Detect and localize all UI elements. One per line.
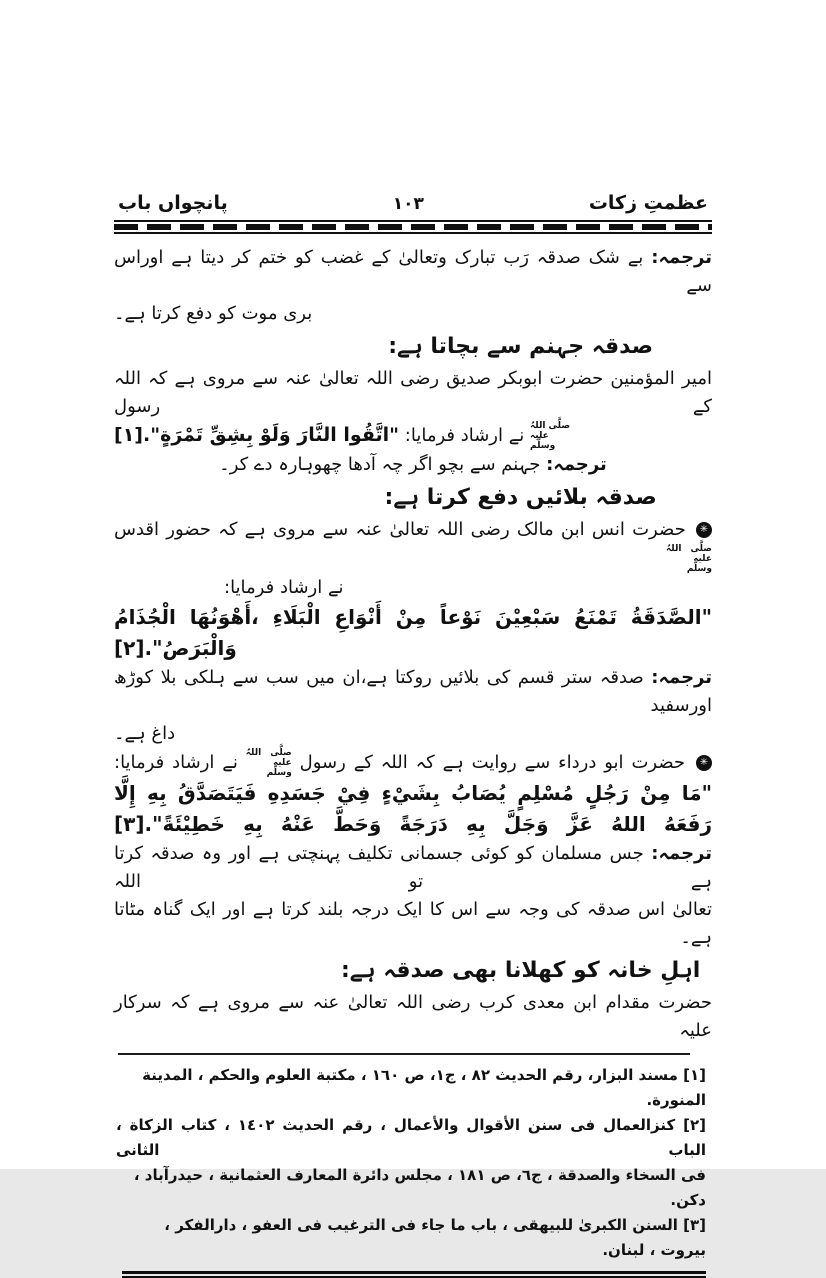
book-title: عظمتِ زکات — [588, 192, 708, 214]
translation-line — [114, 451, 712, 479]
translation-text: بے شک صدقہ رَب تبارک وتعالیٰ کے غضب کو ختم کر دیتا ہے اوراس سے — [114, 247, 712, 296]
translation-line: بری موت کو دفع کرتا ہے۔ — [114, 303, 313, 324]
translation-line — [114, 840, 712, 896]
footnote-line: [٢] كنزالعمال فى سنن الأقوال والأعمال ، رقم الحديث ١٤٠٢ ، كتاب الزكاة ، الباب الثانى — [116, 1116, 706, 1159]
salallahu-alayhi-wasallam-honorific: صلَّی اللہُ علیہ وسلَّم — [530, 421, 571, 451]
section-heading-ahl-khana: اہلِ خانہ کو کھلانا بھی صدقہ ہے: — [340, 958, 701, 983]
section-heading-balaain: صدقہ بلائیں دفع کرتا ہے: — [384, 485, 657, 510]
footnote-line: [٣] السنن الكبرىٰ للبيهقى ، باب ما جاء فى الترغيب فى العفو ، دارالفكر ، بيروت ، لبنان. — [164, 1216, 706, 1259]
bottom-rule — [122, 1271, 706, 1278]
footnote-separator — [118, 1053, 690, 1055]
section-heading-jahannum: صدقہ جہنم سے بچاتا ہے: — [388, 334, 654, 359]
arabic-quote-line: "الصَّدَقَةُ تَمْنَعُ سَبْعِيْنَ نَوْعاً مِنْ أَنْوَاعِ الْبَلَاءِ ،أَهْوَنُهَا الْجُذَامُ — [114, 605, 712, 629]
page-body — [114, 244, 712, 1045]
footnotes — [114, 1061, 712, 1263]
narration-line: امیر المؤمنین حضرت ابوبکر صدیق رضی اللہ تعالیٰ عنہ سے مروی ہے کہ اللہ کے رسول — [114, 368, 712, 417]
said-text: نے ارشاد فرمایا: — [114, 752, 238, 773]
translation-text: جس مسلمان کو کوئی جسمانی تکلیف پہنچتی ہے اور وہ صدقہ کرتا ہے تو اللہ — [114, 843, 712, 892]
translation-text: صدقہ ستر قسم کی بلائیں روکتا ہے،ان میں سب سے ہلکی بلا کوڑھ اورسفید — [114, 667, 712, 716]
salallahu-alayhi-wasallam-honorific: صلَّی اللہُ علیہ وسلَّم — [666, 544, 712, 574]
arabic-quote-line: رَفَعَهُ اللهُ عَزَّ وَجَلَّ بِهِ دَرَجَةً وَحَطَّ عَنْهُ بِهِ خَطِيْئَةً".[٣] — [114, 812, 712, 836]
tarjuma-label: ترجمہ: — [651, 247, 712, 268]
said-line: نے ارشاد فرمایا: — [224, 577, 344, 598]
narration-line — [114, 421, 712, 451]
translation-line: تعالیٰ اس صدقہ کی وجہ سے اس کا ایک درجہ بلند کرتا ہے اور ایک گناہ مٹاتا ہے۔ — [114, 899, 712, 948]
chapter-title: پانچواں باب — [118, 192, 228, 214]
footnote-line: فى السخاء والصدقة ، ج٦، ص ١٨١ ، مجلس دائرة المعارف العثمانية ، حيدرآباد ، دكن. — [133, 1166, 706, 1209]
narration-text: حضرت انس ابن مالک رضی اللہ تعالیٰ عنہ سے مروی ہے کہ حضور اقدس — [114, 519, 686, 540]
narration-line: حضرت مقدام ابن معدی کرب رضی اللہ تعالیٰ عنہ سے مروی ہے کہ سرکار علیہ — [114, 992, 712, 1041]
translation-text: جہنم سے بچو اگر چہ آدھا چھوہارہ دے کر۔ — [219, 454, 541, 475]
narration-line — [114, 516, 712, 574]
footnote-line: [١] مسند البزار، رقم الحديث ٨٢ ، ج١، ص ١٦٠ ، مكتبة العلوم والحكم ، المدينة المنورة. — [142, 1066, 706, 1109]
rub-el-hizb-star-icon: ✳ — [696, 522, 712, 538]
dashed-bar — [114, 224, 712, 230]
tarjuma-label: ترجمہ: — [651, 667, 712, 688]
salallahu-alayhi-wasallam-honorific: صلَّی اللہُ علیہ وسلَّم — [245, 748, 292, 778]
narration-text: حضرت ابو درداء سے روایت ہے کہ اللہ کے رسول — [299, 752, 686, 773]
said-text: نے ارشاد فرمایا: — [404, 425, 525, 446]
arabic-quote-line: "مَا مِنْ رَجُلٍ مُسْلِمٍ يُصَابُ بِشَيْءٍ فِيْ جَسَدِهِ فَيَتَصَدَّقُ بِهِ إِلَّا — [114, 781, 712, 805]
translation-line — [114, 244, 712, 300]
page-number: ۱۰۳ — [392, 194, 424, 214]
rub-el-hizb-star-icon: ✳ — [696, 755, 712, 771]
translation-line: داغ ہے۔ — [114, 723, 176, 744]
tarjuma-label: ترجمہ: — [651, 843, 712, 864]
tarjuma-label: ترجمہ: — [546, 454, 607, 475]
decorative-rule — [114, 220, 712, 234]
page-header — [114, 192, 712, 220]
translation-line — [114, 664, 712, 720]
arabic-quote: "اتَّقُوا النَّارَ وَلَوْ بِشِقِّ تَمْرَةٍ".[١] — [114, 424, 400, 446]
arabic-quote-line: وَالْبَرَصُ".[٢] — [114, 636, 237, 660]
narration-line — [114, 748, 712, 778]
